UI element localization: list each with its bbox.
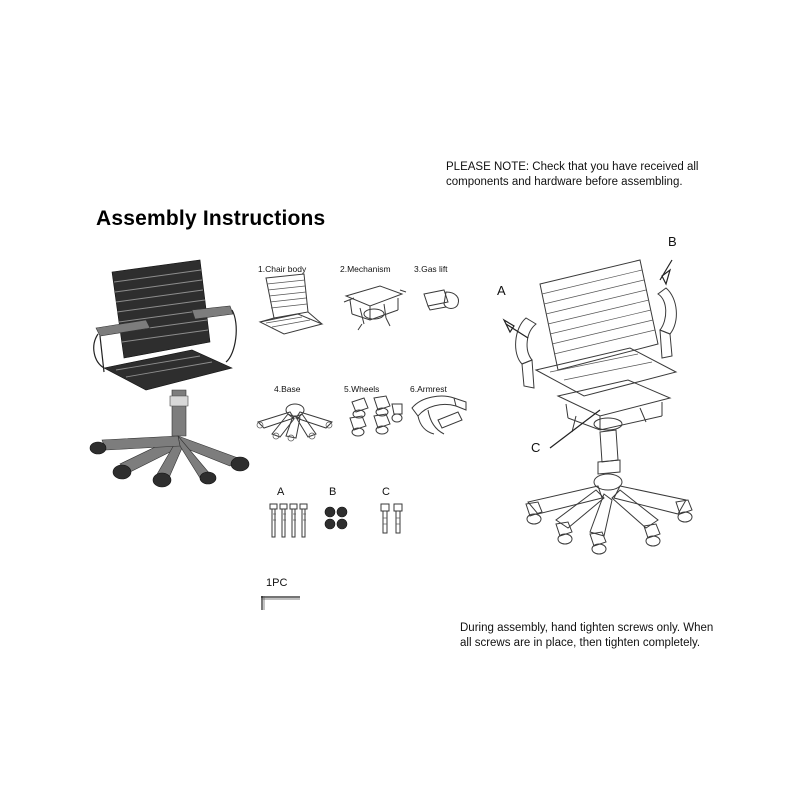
hardware-label-c: C [382,486,390,498]
hardware-label-b: B [329,486,337,498]
part-drawing-mechanism [340,278,408,334]
part-label-4: 4.Base [274,384,301,394]
tool-drawing-allen-key [258,592,304,614]
product-photo [60,250,240,480]
note-top: PLEASE NOTE: Check that you have received all components and hardware before assembling. [446,161,699,188]
part-drawing-wheels [346,394,406,440]
part-label-6: 6.Armrest [410,384,447,394]
part-label-5: 5.Wheels [344,384,380,394]
hardware-drawing-b-washers [324,506,354,532]
hardware-drawing-a-screws [266,500,310,542]
part-label-3: 3.Gas lift [414,264,448,274]
hardware-label-a: A [277,486,285,498]
callout-b: B [668,234,677,249]
part-drawing-armrest [408,392,470,438]
part-drawing-base [250,392,340,442]
callout-a: A [497,283,506,298]
part-label-1: 1.Chair body [258,264,307,274]
callout-c: C [531,440,541,455]
part-label-2: 2.Mechanism [340,264,391,274]
part-drawing-chair-body [250,272,330,342]
tool-label: 1PC [266,577,288,589]
note-bottom: During assembly, hand tighten screws only. When all screws are in place, then tighten completely. [460,622,714,649]
part-drawing-gas-lift [418,284,468,324]
exploded-assembly-drawing [480,240,720,560]
hardware-drawing-c-bolts [378,500,406,540]
page-title: Assembly Instructions [96,207,326,230]
